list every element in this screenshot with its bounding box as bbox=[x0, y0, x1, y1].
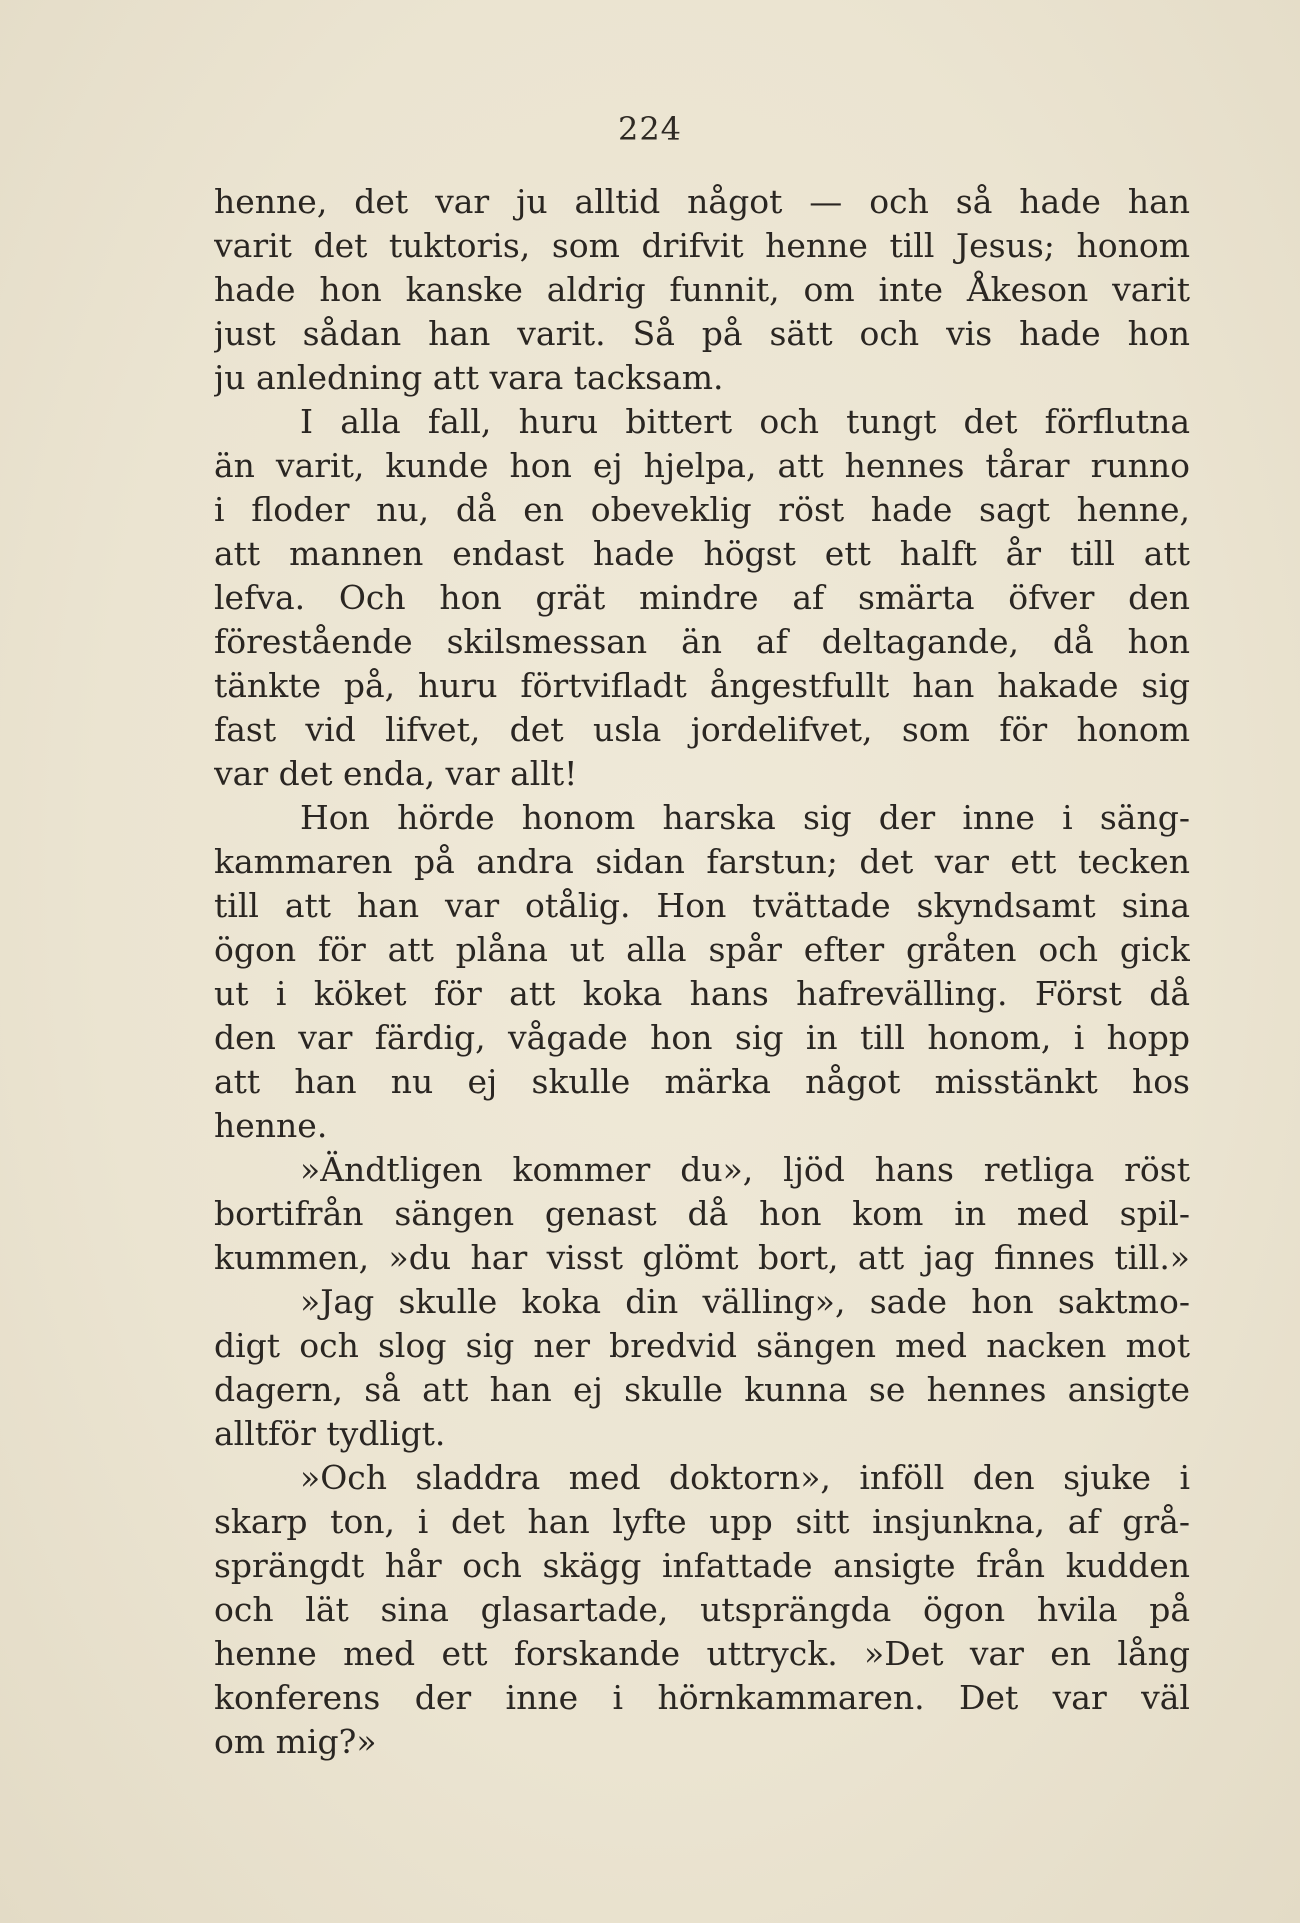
body-text bbox=[214, 180, 1190, 1764]
text-line: i floder nu, då en obeveklig röst hade sagt henne, bbox=[214, 490, 1190, 529]
text-line: att mannen endast hade högst ett halft år till att bbox=[214, 534, 1190, 573]
text-line: än varit, kunde hon ej hjelpa, att hennes tårar runno bbox=[214, 446, 1190, 485]
text-line: kummen, »du har visst glömt bort, att jag finnes till.» bbox=[214, 1238, 1190, 1277]
text-line: var det enda, var allt! bbox=[214, 754, 578, 793]
text-line: »Ändtligen kommer du», ljöd hans retliga röst bbox=[300, 1150, 1190, 1189]
text-line: kammaren på andra sidan farstun; det var ett tecken bbox=[214, 842, 1190, 881]
text-line: ju anledning att vara tacksam. bbox=[214, 358, 724, 397]
text-line: henne. bbox=[214, 1106, 328, 1145]
text-line: bortifrån sängen genast då hon kom in med spil- bbox=[214, 1194, 1190, 1233]
page-number: 224 bbox=[617, 110, 683, 148]
text-line: varit det tuktoris, som drifvit henne till Jesus; honom bbox=[214, 226, 1190, 265]
text-line: den var färdig, vågade hon sig in till honom, i hopp bbox=[214, 1018, 1190, 1057]
text-line: I alla fall, huru bittert och tungt det förflutna bbox=[300, 402, 1190, 441]
text-line: och lät sina glasartade, utsprängda ögon hvila på bbox=[214, 1590, 1190, 1629]
text-line: skarp ton, i det han lyfte upp sitt insjunkna, af grå- bbox=[214, 1502, 1190, 1541]
text-line: hade hon kanske aldrig funnit, om inte Åkeson varit bbox=[214, 270, 1190, 309]
text-line: att han nu ej skulle märka något misstänkt hos bbox=[214, 1062, 1190, 1101]
text-line: ut i köket för att koka hans hafrevälling. Först då bbox=[214, 974, 1190, 1013]
text-line: digt och slog sig ner bredvid sängen med nacken mot bbox=[214, 1326, 1190, 1365]
text-line: henne, det var ju alltid något — och så hade han bbox=[214, 182, 1190, 221]
text-line: om mig?» bbox=[214, 1722, 377, 1761]
text-line: »Och sladdra med doktorn», inföll den sjuke i bbox=[300, 1458, 1190, 1497]
text-line: sprängdt hår och skägg infattade ansigte från kudden bbox=[214, 1546, 1190, 1585]
text-line: henne med ett forskande uttryck. »Det var en lång bbox=[214, 1634, 1190, 1673]
text-line: förestående skilsmessan än af deltagande, då hon bbox=[214, 622, 1190, 661]
text-line: alltför tydligt. bbox=[214, 1414, 446, 1453]
text-line: fast vid lifvet, det usla jordelifvet, som för honom bbox=[214, 710, 1190, 749]
text-line: dagern, så att han ej skulle kunna se hennes ansigte bbox=[214, 1370, 1190, 1409]
text-line: just sådan han varit. Så på sätt och vis hade hon bbox=[214, 314, 1190, 353]
text-line: ögon för att plåna ut alla spår efter gråten och gick bbox=[214, 930, 1190, 969]
text-line: Hon hörde honom harska sig der inne i säng- bbox=[300, 798, 1190, 837]
text-line: konferens der inne i hörnkammaren. Det var väl bbox=[214, 1678, 1190, 1717]
text-line: tänkte på, huru förtvifladt ångestfullt han hakade sig bbox=[214, 666, 1190, 705]
text-line: lefva. Och hon grät mindre af smärta öfver den bbox=[214, 578, 1190, 617]
text-line: »Jag skulle koka din välling», sade hon saktmo- bbox=[300, 1282, 1190, 1321]
text-line: till att han var otålig. Hon tvättade skyndsamt sina bbox=[214, 886, 1190, 925]
